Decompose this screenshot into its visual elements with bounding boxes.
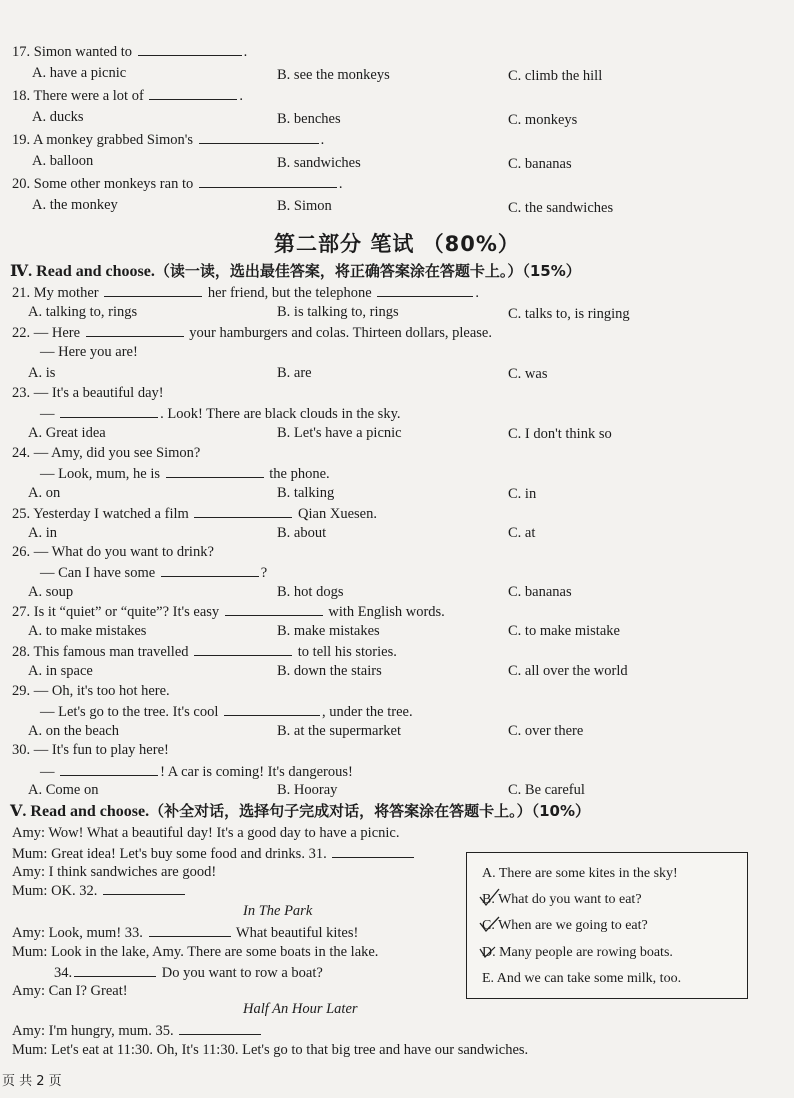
q21-option-a[interactable]: A. talking to, rings bbox=[28, 304, 138, 320]
q26-option-b[interactable]: B. hot dogs bbox=[277, 584, 344, 600]
q22-option-b[interactable]: B. are bbox=[277, 365, 312, 381]
q28-option-c[interactable]: C. all over the world bbox=[508, 663, 628, 679]
q25-option-b[interactable]: B. about bbox=[277, 525, 327, 541]
q30-stem: 30. — It's fun to play here! bbox=[12, 742, 169, 758]
dialog-line-2: Mum: Great idea! Let's buy some food and drinks. 31. bbox=[12, 844, 416, 863]
handwritten-check-marks-icon bbox=[477, 887, 517, 967]
dialog-line-6: Mum: Look in the lake, Amy. There are some boats in the lake. bbox=[12, 944, 379, 960]
page-footer: 页 共 2 页 bbox=[2, 1074, 62, 1089]
q21-option-c[interactable]: C. talks to, is ringing bbox=[508, 306, 630, 322]
q30-reply: — ! A car is coming! It's dangerous! bbox=[40, 764, 353, 780]
scene-heading-park: In The Park bbox=[243, 903, 313, 919]
q29-option-c[interactable]: C. over there bbox=[508, 723, 584, 739]
q22-option-c[interactable]: C. was bbox=[508, 366, 548, 382]
dialog-line-1: Amy: Wow! What a beautiful day! It's a good day to have a picnic. bbox=[12, 825, 400, 841]
q21-option-b[interactable]: B. is talking to, rings bbox=[277, 304, 399, 320]
q29-stem: 29. — Oh, it's too hot here. bbox=[12, 683, 170, 699]
section-v-heading: Ⅴ. Read and choose.（补全对话，选择句子完成对话，将答案涂在答题卡上。）（10%） bbox=[10, 802, 591, 820]
dialog-line-8: Amy: Can I? Great! bbox=[12, 983, 128, 999]
box-option-b[interactable]: B. What do you want to eat? bbox=[482, 892, 642, 907]
q28-option-a[interactable]: A. in space bbox=[28, 663, 93, 679]
q22-reply: — Here you are! bbox=[40, 344, 138, 360]
q24-option-c[interactable]: C. in bbox=[508, 486, 537, 502]
dialog-line-4: Mum: OK. 32. bbox=[12, 881, 187, 900]
dialog-line-5: Amy: Look, mum! 33. What beautiful kites! bbox=[12, 925, 359, 941]
q23-option-c[interactable]: C. I don't think so bbox=[508, 426, 612, 442]
q29-reply: — Let's go to the tree. It's cool , under the tree. bbox=[40, 704, 413, 720]
q24-reply: — Look, mum, he is the phone. bbox=[40, 466, 330, 482]
section-iv-heading: Ⅳ. Read and choose.（读一读，选出最佳答案，将正确答案涂在答题卡上。）（15%） bbox=[10, 262, 581, 280]
q29-option-b[interactable]: B. at the supermarket bbox=[277, 723, 402, 739]
q28-option-b[interactable]: B. down the stairs bbox=[277, 663, 382, 679]
q30-option-c[interactable]: C. Be careful bbox=[508, 782, 585, 798]
q26-option-c[interactable]: C. bananas bbox=[508, 584, 572, 600]
q27-option-c[interactable]: C. to make mistake bbox=[508, 623, 620, 639]
q25-option-a[interactable]: A. in bbox=[28, 525, 57, 541]
q29-option-a[interactable]: A. on the beach bbox=[28, 723, 119, 739]
q22-stem: 22. — Here your hamburgers and colas. Thirteen dollars, please. bbox=[12, 325, 492, 341]
q17-option-a[interactable]: A. have a picnic bbox=[32, 65, 127, 81]
q22-option-a[interactable]: A. is bbox=[28, 365, 56, 381]
q23-stem: 23. — It's a beautiful day! bbox=[12, 385, 164, 401]
q23-option-a[interactable]: A. Great idea bbox=[28, 425, 106, 441]
q25-option-c[interactable]: C. at bbox=[508, 525, 536, 541]
q19-option-c[interactable]: C. bananas bbox=[508, 156, 572, 172]
box-option-d[interactable]: D. Many people are rowing boats. bbox=[482, 945, 673, 960]
q18-option-c[interactable]: C. monkeys bbox=[508, 112, 578, 128]
q28-stem: 28. This famous man travelled to tell his stories. bbox=[12, 644, 397, 660]
q17-option-b[interactable]: B. see the monkeys bbox=[277, 67, 390, 83]
q19-option-b[interactable]: B. sandwiches bbox=[277, 155, 361, 171]
q21-stem: 21. My mother her friend, but the telephone . bbox=[12, 285, 479, 301]
box-option-c[interactable]: C. When are we going to eat? bbox=[482, 918, 648, 933]
q27-option-a[interactable]: A. to make mistakes bbox=[28, 623, 147, 639]
q26-option-a[interactable]: A. soup bbox=[28, 584, 74, 600]
answer-options-box bbox=[466, 852, 748, 999]
scene-heading-later: Half An Hour Later bbox=[243, 1001, 358, 1017]
q24-option-a[interactable]: A. on bbox=[28, 485, 61, 501]
q20-option-b[interactable]: B. Simon bbox=[277, 198, 332, 214]
q19-option-a[interactable]: A. balloon bbox=[32, 153, 94, 169]
q17-option-c[interactable]: C. climb the hill bbox=[508, 68, 603, 84]
q20-option-c[interactable]: C. the sandwiches bbox=[508, 200, 614, 216]
q17-stem: 17. Simon wanted to . bbox=[12, 44, 248, 60]
dialog-line-10: Mum: Let's eat at 11:30. Oh, It's 11:30. Let's go to that big tree and have our sandwiches. bbox=[12, 1042, 529, 1058]
dialog-line-3: Amy: I think sandwiches are good! bbox=[12, 864, 217, 880]
q18-option-a[interactable]: A. ducks bbox=[32, 109, 84, 125]
q25-stem: 25. Yesterday I watched a film Qian Xuesen. bbox=[12, 506, 377, 522]
q24-stem: 24. — Amy, did you see Simon? bbox=[12, 445, 201, 461]
q27-stem: 27. Is it “quiet” or “quite”? It's easy with English words. bbox=[12, 604, 445, 620]
q30-option-a[interactable]: A. Come on bbox=[28, 782, 99, 798]
q20-option-a[interactable]: A. the monkey bbox=[32, 197, 118, 213]
q18-stem: 18. There were a lot of . bbox=[12, 88, 244, 104]
q30-option-b[interactable]: B. Hooray bbox=[277, 782, 338, 798]
q26-reply: — Can I have some ? bbox=[40, 565, 268, 581]
q23-option-b[interactable]: B. Let's have a picnic bbox=[277, 425, 402, 441]
dialog-line-9: Amy: I'm hungry, mum. 35. bbox=[12, 1021, 263, 1040]
box-option-a[interactable]: A. There are some kites in the sky! bbox=[482, 866, 678, 881]
q19-stem: 19. A monkey grabbed Simon's . bbox=[12, 132, 325, 148]
part-two-title: 第二部分 笔试 （80%） bbox=[274, 232, 520, 256]
q24-option-b[interactable]: B. talking bbox=[277, 485, 335, 501]
q18-option-b[interactable]: B. benches bbox=[277, 111, 341, 127]
q27-option-b[interactable]: B. make mistakes bbox=[277, 623, 380, 639]
q26-stem: 26. — What do you want to drink? bbox=[12, 544, 214, 560]
dialog-line-7: 34. Do you want to row a boat? bbox=[54, 965, 323, 981]
q20-stem: 20. Some other monkeys ran to . bbox=[12, 176, 343, 192]
q23-reply: — . Look! There are black clouds in the sky. bbox=[40, 406, 401, 422]
box-option-e[interactable]: E. And we can take some milk, too. bbox=[482, 971, 682, 986]
